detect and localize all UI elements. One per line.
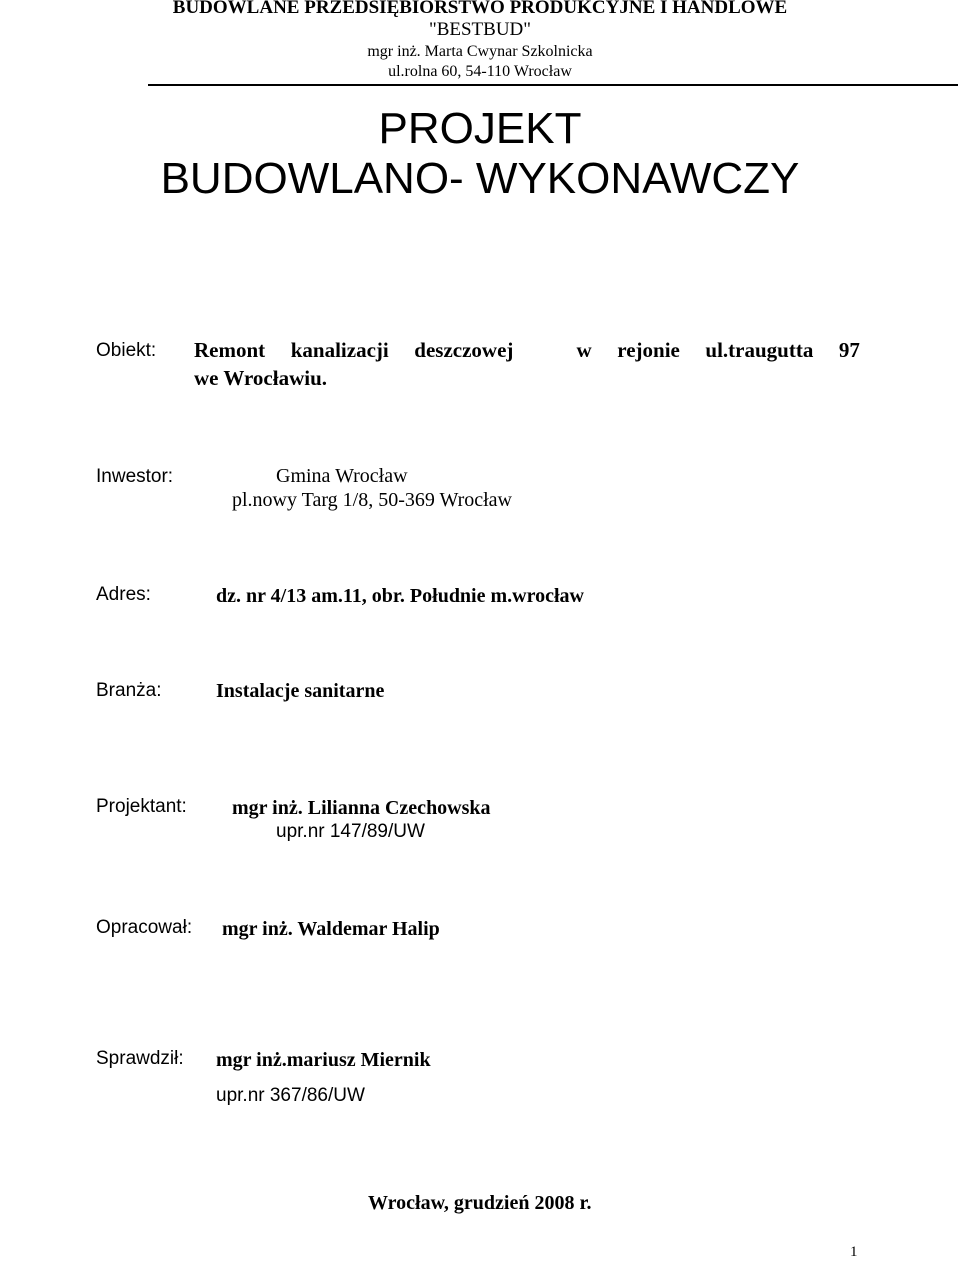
obiekt-label: Obiekt: [96, 340, 157, 361]
obiekt-word: deszczowej [414, 338, 514, 362]
adres-value: dz. nr 4/13 am.11, obr. Południe m.wrocław [216, 585, 584, 607]
page-number: 1 [850, 1244, 858, 1260]
company-short-name: "BESTBUD" [428, 19, 532, 40]
title-line-1: PROJEKT [378, 104, 582, 153]
inwestor-label: Inwestor: [96, 466, 174, 487]
branza-label: Branża: [96, 680, 162, 701]
opracowal-name: mgr inż. Waldemar Halip [222, 918, 440, 940]
projektant-license: upr.nr 147/89/UW [276, 821, 425, 842]
projektant-name: mgr inż. Lilianna Czechowska [232, 797, 491, 819]
adres-label: Adres: [96, 584, 151, 605]
place-and-date: Wrocław, grudzień 2008 r. [368, 1192, 592, 1214]
projektant-label: Projektant: [96, 796, 187, 817]
obiekt-word: kanalizacji [290, 338, 389, 362]
obiekt-value-line-1 [194, 338, 860, 363]
company-owner: mgr inż. Marta Cwynar Szkolnicka [367, 43, 593, 60]
branza-value: Instalacje sanitarne [216, 680, 385, 702]
inwestor-name: Gmina Wrocław [276, 465, 408, 487]
header-divider [148, 84, 958, 86]
obiekt-word: rejonie [617, 338, 680, 362]
sprawdzil-label: Sprawdził: [96, 1048, 184, 1069]
company-address: ul.rolna 60, 54-110 Wrocław [388, 63, 572, 80]
obiekt-word: w [576, 338, 592, 362]
obiekt-word: 97 [838, 338, 860, 362]
title-line-2: BUDOWLANO- WYKONAWCZY [160, 154, 800, 203]
sprawdzil-license: upr.nr 367/86/UW [216, 1085, 365, 1106]
company-name: BUDOWLANE PRZEDSIĘBIORSTWO PRODUKCYJNE I HANDLOWE [172, 0, 788, 18]
opracowal-label: Opracował: [96, 917, 193, 938]
obiekt-value-line-2: we Wrocławiu. [194, 366, 328, 390]
obiekt-word: Remont [194, 338, 266, 362]
obiekt-word: ul.traugutta [705, 338, 814, 362]
inwestor-address: pl.nowy Targ 1/8, 50-369 Wrocław [232, 489, 512, 511]
sprawdzil-name: mgr inż.mariusz Miernik [216, 1049, 431, 1071]
